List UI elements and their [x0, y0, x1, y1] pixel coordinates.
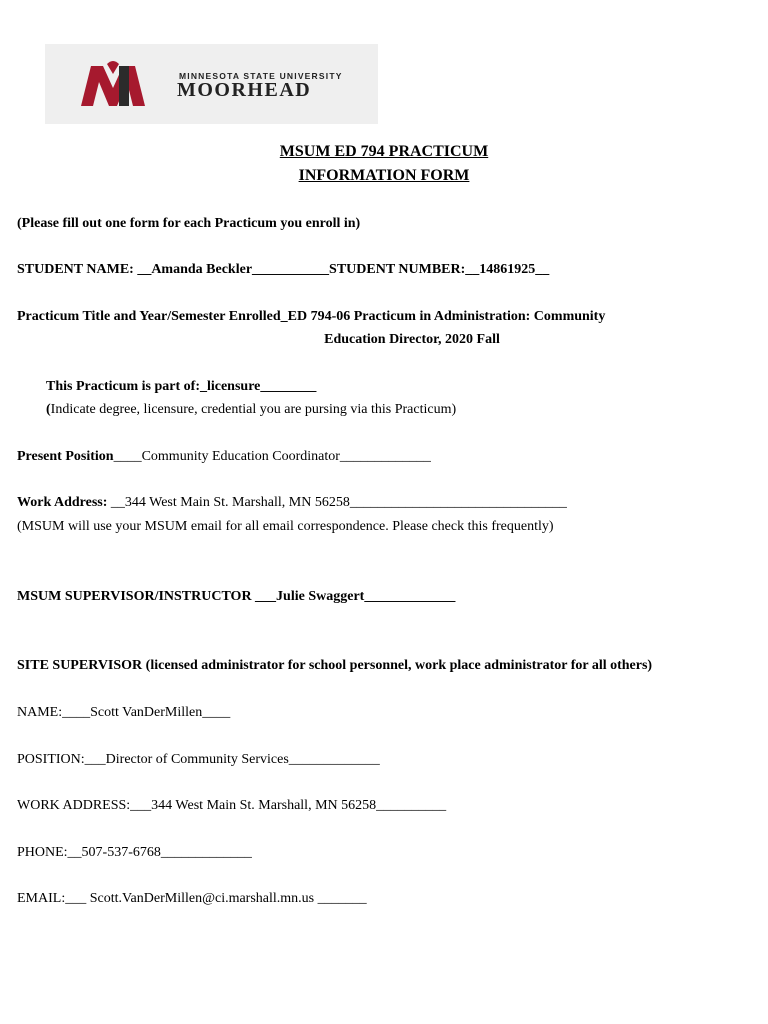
- practicum-part-of-note: [46, 402, 456, 418]
- note-text: Indicate degree, licensure, credential you are pursing via this Practicum): [50, 402, 457, 417]
- logo-campus-text: MOORHEAD: [177, 79, 312, 101]
- work-address: [17, 495, 567, 511]
- site-supervisor-name: NAME:____Scott VanDerMillen____: [17, 705, 231, 720]
- practicum-title-line1: Practicum Title and Year/Semester Enrolled_ED 794-06 Practicum in Administration: Community: [17, 309, 606, 324]
- form-title-line2: INFORMATION FORM: [298, 167, 470, 184]
- present-position-value: ____Community Education Coordinator_____________: [113, 449, 431, 464]
- present-position-label: Present Position: [17, 449, 114, 464]
- practicum-part-of: This Practicum is part of:_licensure________: [46, 379, 317, 394]
- site-supervisor-email: EMAIL:___ Scott.VanDerMillen@ci.marshall.mn.us _______: [17, 891, 367, 906]
- site-supervisor-heading: SITE SUPERVISOR (licensed administrator for school personnel, work place administrator for all others): [17, 658, 653, 673]
- work-address-label: Work Address:: [17, 495, 108, 510]
- msum-supervisor: MSUM SUPERVISOR/INSTRUCTOR ___Julie Swaggert_____________: [17, 589, 456, 604]
- instructions: (Please fill out one form for each Practicum you enroll in): [17, 216, 361, 231]
- present-position: [17, 449, 431, 465]
- university-logo: [45, 44, 378, 124]
- msum-m-icon: [79, 60, 149, 108]
- site-supervisor-work-address: WORK ADDRESS:___344 West Main St. Marshall, MN 56258__________: [17, 798, 447, 813]
- practicum-title-line2: Education Director, 2020 Fall: [324, 332, 500, 347]
- form-title-line1: MSUM ED 794 PRACTICUM: [279, 143, 489, 160]
- site-supervisor-position: POSITION:___Director of Community Services_____________: [17, 752, 380, 767]
- logo-university-text: MINNESOTA STATE UNIVERSITY: [179, 71, 343, 81]
- note-paren: (: [46, 402, 51, 417]
- student-info: STUDENT NAME: __Amanda Beckler___________STUDENT NUMBER:__14861925__: [17, 262, 550, 277]
- email-notice: (MSUM will use your MSUM email for all email correspondence. Please check this frequently): [17, 519, 554, 534]
- site-supervisor-phone: PHONE:__507-537-6768_____________: [17, 845, 252, 860]
- work-address-value: __344 West Main St. Marshall, MN 56258_______________________________: [107, 495, 567, 510]
